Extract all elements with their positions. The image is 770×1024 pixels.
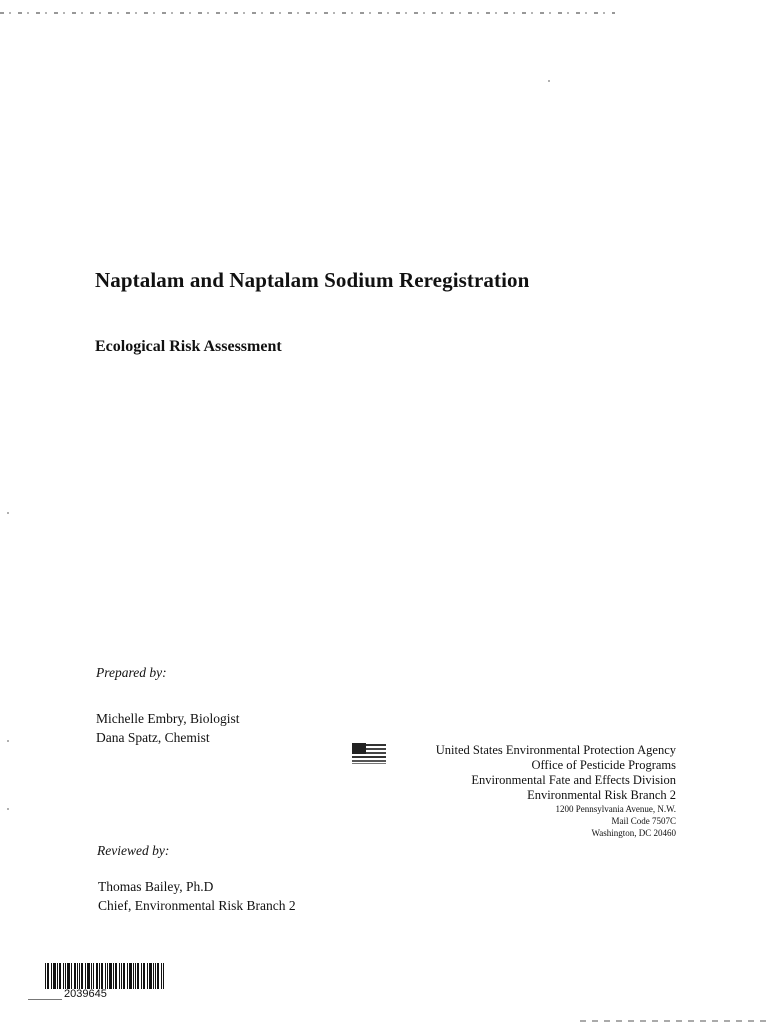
prepared-by-label: Prepared by:: [96, 665, 167, 680]
scan-speck: [7, 740, 9, 742]
agency-street: 1200 Pennsylvania Avenue, N.W.: [555, 804, 676, 814]
authors-list: [96, 709, 239, 747]
scan-speck: [7, 512, 9, 514]
scan-speck: [7, 808, 9, 810]
agency-name: United States Environmental Protection Agency: [435, 743, 676, 757]
reviewer-title: Chief, Environmental Risk Branch 2: [98, 898, 296, 913]
agency-branch: Environmental Risk Branch 2: [527, 788, 676, 802]
document-subtitle: Ecological Risk Assessment: [95, 338, 282, 355]
author-name: Michelle Embry, Biologist: [96, 711, 240, 726]
agency-address-block: [400, 743, 676, 839]
author-name: Dana Spatz, Chemist: [96, 730, 210, 745]
scan-artifact-bottom: [580, 1020, 770, 1022]
scan-speck: [548, 80, 550, 82]
reviewer-block: [98, 877, 296, 915]
scan-artifact-top: [0, 12, 615, 14]
reviewed-by-label: Reviewed by:: [97, 843, 170, 858]
reviewer-name: Thomas Bailey, Ph.D: [98, 879, 214, 894]
barcode-number: 2039645: [64, 988, 107, 1000]
agency-city: Washington, DC 20460: [591, 828, 676, 838]
epa-flag-logo: [352, 743, 386, 765]
document-title: Naptalam and Naptalam Sodium Reregistration: [95, 268, 530, 292]
agency-office: Office of Pesticide Programs: [531, 758, 676, 772]
agency-division: Environmental Fate and Effects Division: [471, 773, 676, 787]
agency-mail-code: Mail Code 7507C: [611, 816, 676, 826]
barcode-graphic: [45, 963, 165, 989]
